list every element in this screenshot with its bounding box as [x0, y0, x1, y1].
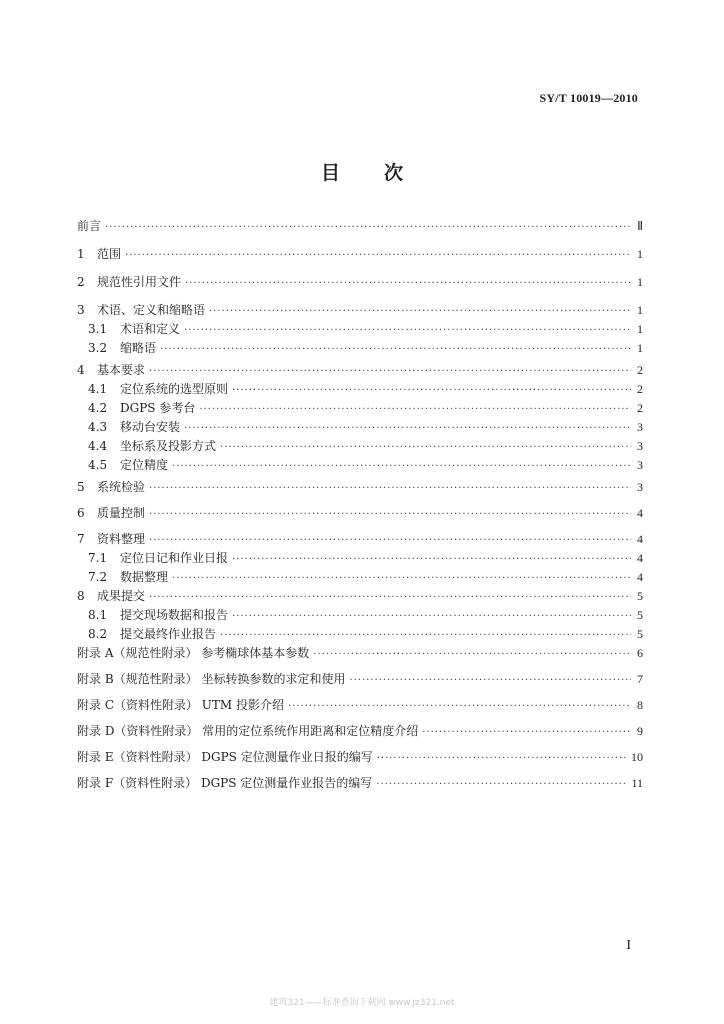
- toc-entry-label: 系统检验: [97, 480, 146, 494]
- toc-entry-page: 11: [631, 776, 643, 790]
- toc-entry-number: 4.4: [88, 439, 108, 453]
- toc-entry-number: 3: [77, 303, 85, 317]
- toc-entry-page: 2: [637, 401, 643, 415]
- dot-leader: [184, 324, 631, 336]
- toc-entry-number: 8.1: [88, 608, 108, 622]
- dot-leader: [313, 648, 631, 660]
- toc-entry-page: 1: [637, 303, 643, 317]
- toc-entry-label: 定位精度: [120, 458, 169, 472]
- dot-leader: [377, 752, 627, 764]
- toc-entry[interactable]: [77, 627, 643, 641]
- toc-entry-label: 数据整理: [120, 570, 169, 584]
- dot-leader: [349, 674, 631, 686]
- toc-entry-page: 8: [637, 698, 643, 712]
- toc-entry-number: 6: [77, 506, 85, 520]
- toc-entry[interactable]: [77, 532, 643, 546]
- toc-entry-page: 4: [637, 506, 643, 520]
- dot-leader: [125, 249, 631, 261]
- toc-entry[interactable]: [77, 589, 643, 603]
- dot-leader: [232, 384, 631, 396]
- toc-entry-label: 范围: [97, 247, 122, 261]
- dot-leader: [199, 403, 631, 415]
- toc-entry-label: 缩略语: [120, 341, 157, 355]
- toc-entry[interactable]: [77, 363, 643, 377]
- page-number: I: [626, 938, 631, 953]
- footer-watermark: 建筑321——标准查询下载网 www.jz321.net: [269, 998, 455, 1008]
- dot-leader: [149, 534, 631, 546]
- dot-leader: [160, 343, 631, 355]
- toc-entry[interactable]: [77, 570, 643, 584]
- toc-entry-label: 附录 E（资料性附录） DGPS 定位测量作业日报的编写: [77, 750, 373, 764]
- toc-entry-number: 4.1: [88, 382, 108, 396]
- toc-entry[interactable]: [77, 382, 643, 396]
- toc-entry-page: 10: [631, 750, 643, 764]
- toc-entry-label: 术语和定义: [120, 322, 181, 336]
- toc-entry-page: 1: [637, 247, 643, 261]
- toc-entry[interactable]: [77, 458, 643, 472]
- dot-leader: [220, 441, 631, 453]
- toc-entry-page: 4: [637, 532, 643, 546]
- toc-entry[interactable]: [77, 551, 643, 565]
- dot-leader: [105, 221, 631, 233]
- dot-leader: [149, 591, 631, 603]
- page-title: 目次: [320, 162, 447, 184]
- toc-entry-label: 坐标系及投影方式: [120, 439, 217, 453]
- toc-entry-number: 7: [77, 532, 85, 546]
- toc-entry-page: 5: [637, 589, 643, 603]
- toc-entry-page: 9: [637, 724, 643, 738]
- dot-leader: [232, 610, 631, 622]
- toc-entry-label: 附录 D（资料性附录） 常用的定位系统作用距离和定位精度介绍: [77, 724, 419, 738]
- toc-entry-label: 附录 C（资料性附录） UTM 投影介绍: [77, 698, 285, 712]
- toc-entry-number: 8.2: [88, 627, 108, 641]
- toc-entry-number: 4.3: [88, 420, 108, 434]
- toc-entry-label: 附录 B（规范性附录） 坐标转换参数的求定和使用: [77, 672, 346, 686]
- toc-entry-label: 规范性引用文件: [97, 275, 182, 289]
- table-of-contents: [77, 219, 643, 790]
- dot-leader: [184, 422, 631, 434]
- toc-entry-number: 4.2: [88, 401, 108, 415]
- toc-entry[interactable]: [77, 480, 643, 494]
- toc-entry[interactable]: [77, 439, 643, 453]
- toc-entry[interactable]: [77, 275, 643, 289]
- toc-entry-number: 2: [77, 275, 85, 289]
- dot-leader: [149, 365, 631, 377]
- toc-entry[interactable]: [77, 322, 643, 336]
- toc-entry-label: DGPS 参考台: [120, 401, 196, 415]
- toc-entry-page: 2: [637, 363, 643, 377]
- toc-entry[interactable]: [77, 698, 643, 712]
- dot-leader: [172, 460, 631, 472]
- toc-entry-page: 5: [637, 627, 643, 641]
- toc-entry-page: 7: [637, 672, 643, 686]
- toc-entry[interactable]: [77, 303, 643, 317]
- toc-entry-label: 定位系统的选型原则: [120, 382, 229, 396]
- toc-entry-label: 质量控制: [97, 506, 146, 520]
- toc-entry[interactable]: [77, 341, 643, 355]
- dot-leader: [232, 553, 631, 565]
- toc-entry[interactable]: [77, 672, 643, 686]
- toc-entry-label: 移动台安装: [120, 420, 181, 434]
- standard-code: SY/T 10019—2010: [539, 91, 638, 105]
- toc-entry-label: 定位日记和作业日报: [120, 551, 229, 565]
- toc-entry-label: 附录 A（规范性附录） 参考椭球体基本参数: [77, 646, 310, 660]
- toc-entry-label: 附录 F（资料性附录） DGPS 定位测量作业报告的编写: [77, 776, 373, 790]
- toc-entry[interactable]: [77, 776, 643, 790]
- toc-entry[interactable]: [77, 506, 643, 520]
- dot-leader: [220, 629, 631, 641]
- toc-entry-label: 提交现场数据和报告: [120, 608, 229, 622]
- toc-entry[interactable]: [77, 219, 643, 233]
- dot-leader: [149, 482, 631, 494]
- toc-entry[interactable]: [77, 247, 643, 261]
- toc-entry-number: 8: [77, 589, 85, 603]
- toc-entry-label: 基本要求: [97, 363, 146, 377]
- toc-entry-page: 1: [637, 322, 643, 336]
- toc-entry-label: 成果提交: [97, 589, 146, 603]
- toc-entry-page: 5: [637, 608, 643, 622]
- toc-entry-label: 前言: [77, 219, 102, 233]
- toc-entry-number: 3.1: [88, 322, 108, 336]
- toc-entry-number: 7.1: [88, 551, 108, 565]
- toc-entry-page: Ⅱ: [637, 219, 643, 233]
- dot-leader: [209, 305, 631, 317]
- toc-entry[interactable]: [77, 724, 643, 738]
- toc-entry-page: 4: [637, 570, 643, 584]
- toc-entry-number: 4: [77, 363, 85, 377]
- toc-entry-label: 术语、定义和缩略语: [97, 303, 206, 317]
- toc-entry-page: 2: [637, 382, 643, 396]
- toc-entry-number: 5: [77, 480, 85, 494]
- toc-entry-page: 3: [637, 480, 643, 494]
- toc-entry[interactable]: [77, 646, 643, 660]
- toc-entry-page: 4: [637, 551, 643, 565]
- dot-leader: [172, 572, 631, 584]
- dot-leader: [185, 277, 631, 289]
- toc-entry[interactable]: [77, 750, 643, 764]
- toc-entry-page: 1: [637, 275, 643, 289]
- toc-entry[interactable]: [77, 608, 643, 622]
- toc-entry-page: 1: [637, 341, 643, 355]
- dot-leader: [376, 778, 627, 790]
- toc-entry-label: 提交最终作业报告: [120, 627, 217, 641]
- toc-entry-page: 3: [637, 420, 643, 434]
- toc-entry-number: 3.2: [88, 341, 108, 355]
- toc-entry[interactable]: [77, 401, 643, 415]
- dot-leader: [422, 726, 631, 738]
- toc-entry-page: 3: [637, 439, 643, 453]
- dot-leader: [288, 700, 631, 712]
- toc-entry-label: 资料整理: [97, 532, 146, 546]
- toc-entry-number: 4.5: [88, 458, 108, 472]
- toc-entry-page: 6: [637, 646, 643, 660]
- toc-entry-number: 1: [77, 247, 85, 261]
- dot-leader: [149, 508, 631, 520]
- toc-entry[interactable]: [77, 420, 643, 434]
- toc-entry-page: 3: [637, 458, 643, 472]
- toc-entry-number: 7.2: [88, 570, 108, 584]
